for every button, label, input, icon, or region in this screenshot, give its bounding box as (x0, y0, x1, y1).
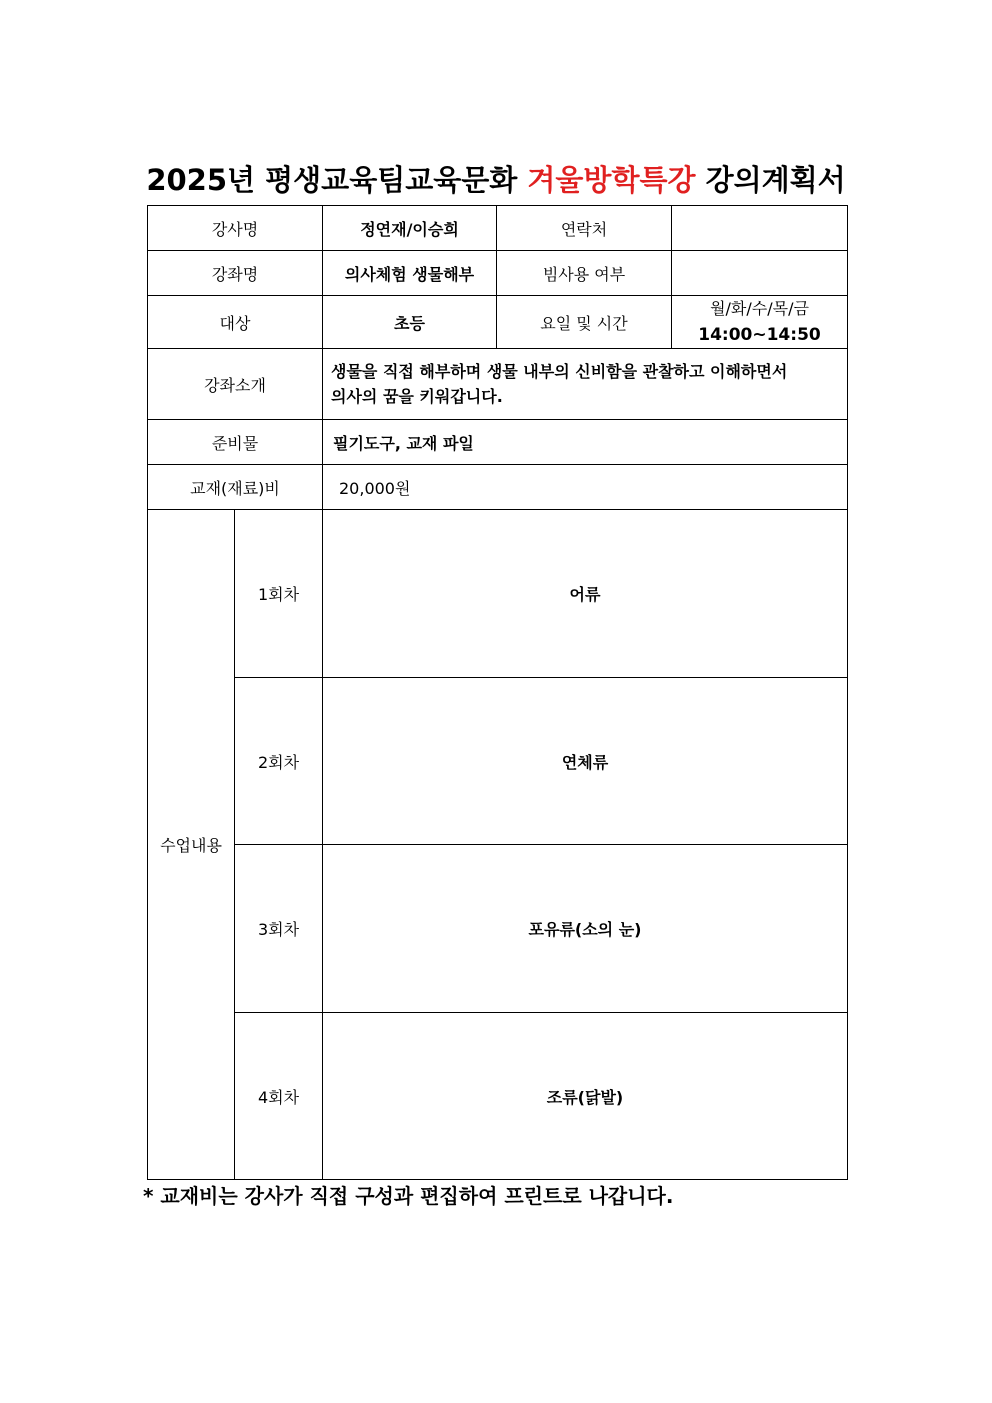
row-target (148, 296, 848, 349)
materials-label: 준비물 (148, 420, 323, 465)
session-row (148, 1013, 848, 1180)
session-topic: 조류(닭발) (323, 1013, 848, 1180)
course-value: 의사체험 생물해부 (323, 251, 497, 296)
schedule-time: 14:00~14:50 (698, 325, 821, 345)
target-label: 대상 (148, 296, 323, 349)
session-topic: 포유류(소의 눈) (323, 845, 848, 1013)
row-fee (148, 465, 848, 510)
document-title (0, 158, 992, 199)
row-instructor (148, 206, 848, 251)
course-label: 강좌명 (148, 251, 323, 296)
instructor-value: 정연재/이승희 (323, 206, 497, 251)
session-label: 3회차 (235, 845, 323, 1013)
session-label: 2회차 (235, 678, 323, 845)
lecture-plan-table (147, 205, 848, 1180)
contact-value (672, 206, 848, 251)
session-topic: 어류 (323, 510, 848, 678)
title-part2: 강의계획서 (705, 163, 846, 197)
session-row (148, 510, 848, 678)
intro-line-2: 의사의 꿈을 키워갑니다. (331, 387, 503, 406)
row-course (148, 251, 848, 296)
materials-value: 필기도구, 교재 파일 (323, 420, 848, 465)
row-intro (148, 349, 848, 420)
title-highlight: 겨울방학특강 (527, 163, 696, 197)
intro-line-1: 생물을 직접 해부하며 생물 내부의 신비함을 관찰하고 이해하면서 (331, 362, 788, 381)
target-value: 초등 (323, 296, 497, 349)
title-part1: 평생교육팀교육문화 (265, 163, 518, 197)
footnote: * 교재비는 강사가 직접 구성과 편집하여 프린트로 나갑니다. (143, 1184, 674, 1208)
instructor-label: 강사명 (148, 206, 323, 251)
session-topic: 연체류 (323, 678, 848, 845)
intro-value (323, 349, 848, 420)
fee-label: 교재(재료)비 (148, 465, 323, 510)
session-label: 1회차 (235, 510, 323, 678)
schedule-days: 월/화/수/목/금 (710, 299, 809, 318)
fee-value: 20,000원 (323, 465, 848, 510)
session-row (148, 678, 848, 845)
contact-label: 연락처 (497, 206, 672, 251)
projector-label: 빔사용 여부 (497, 251, 672, 296)
session-row (148, 845, 848, 1013)
row-materials (148, 420, 848, 465)
projector-value (672, 251, 848, 296)
schedule-value (672, 296, 848, 349)
title-year: 2025년 (146, 163, 256, 197)
intro-label: 강좌소개 (148, 349, 323, 420)
content-label: 수업내용 (148, 510, 235, 1180)
schedule-label: 요일 및 시간 (497, 296, 672, 349)
session-label: 4회차 (235, 1013, 323, 1180)
